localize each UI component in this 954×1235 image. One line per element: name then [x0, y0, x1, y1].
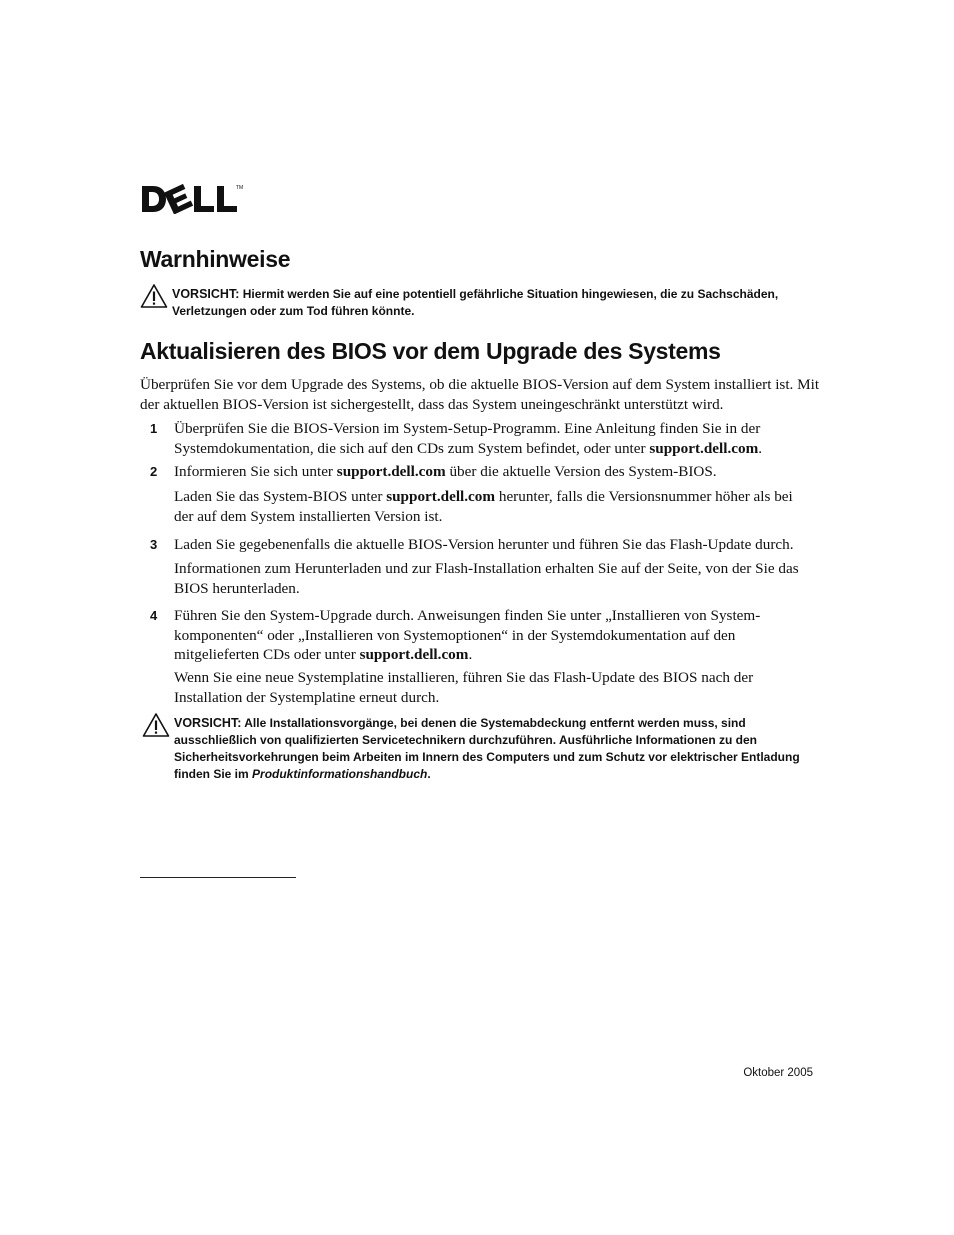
support-link[interactable]: support.dell.com: [649, 439, 759, 457]
support-link[interactable]: support.dell.com: [359, 646, 469, 663]
step-subtext: Laden Sie das System-BIOS unter support.dell.com herunter, falls die Versionsnummer höher als bei der auf dem System installierten Version ist.: [174, 488, 793, 525]
dell-logo: [140, 182, 246, 214]
support-link[interactable]: support.dell.com: [386, 488, 496, 505]
warning-triangle-icon: [140, 283, 168, 309]
intro-paragraph: Überprüfen Sie vor dem Upgrade des Systems, ob die aktuelle BIOS-Version auf dem System installiert ist. Mit der aktuellen BIOS-Version ist sichergestellt, dass das System uneingeschränkt unterstützt wird.: [140, 376, 820, 413]
caution-note: [140, 283, 820, 320]
footnote-rule: [140, 877, 296, 878]
caution-note: VORSICHT: Alle Installationsvorgänge, bei denen die Systemabdeckung entfernt werden muss, sind ausschließlich von qualifizierten Servicetechnikern durchzuführen. Ausführliche Informationen zu den Sicherheitsvorkehrungen beim Arbeiten im Innern des Computers und zum Schutz vor elektrischer Entladung finden Sie im Produktinformationshandbuch.: [142, 712, 812, 783]
step-subtext: Wenn Sie eine neue Systemplatine installieren, führen Sie das Flash-Update des BIOS nach der Installation der Systemplatine erneut durch.: [174, 669, 754, 706]
caution-text: Hiermit werden Sie auf eine potentiell gefährliche Situation hingewiesen, die zu Sachschäden, Verletzungen oder zum Tod führen könnte.: [172, 287, 779, 318]
step-text: Führen Sie den System-Upgrade durch. Anweisungen finden Sie unter „Installieren von Systemkomponenten“ oder „Installieren von Systemoptionen“ in der Systemdokumentation auf den mitgelieferten CDs oder unter support.dell.com.: [174, 607, 761, 663]
caution-label: VORSICHT:: [172, 287, 240, 301]
publication-date: Oktober 2005: [743, 1067, 813, 1079]
step-number: 4: [150, 608, 158, 623]
caution-text: Alle Installationsvorgänge, bei denen die Systemabdeckung entfernt werden muss, sind ausschließlich von qualifizierten Servicetechnikern durchzuführen. Ausführliche Informationen zu den Sicherheitsvorkehrungen beim Arbeiten im Innern des Computers und zum Schutz vor elektrischer Entladung finden Sie im: [174, 716, 800, 781]
step-text: Überprüfen Sie die BIOS-Version im System-Setup-Programm. Eine Anleitung finden Sie in der Systemdokumentation, die sich auf den CDs zum System befindet, oder unter support.dell.com.: [174, 420, 763, 457]
svg-text:TM: TM: [236, 185, 244, 191]
section-heading-bios: Aktualisieren des BIOS vor dem Upgrade des Systems: [140, 338, 721, 364]
step-number: 3: [150, 537, 158, 552]
step-number: 2: [150, 464, 158, 479]
step-text: Laden Sie gegebenenfalls die aktuelle BIOS-Version herunter und führen Sie das Flash-Update durch.: [174, 536, 794, 553]
caution-label: VORSICHT:: [174, 716, 242, 730]
section-heading-warnings: Warnhinweise: [140, 246, 291, 272]
warning-triangle-icon: [142, 712, 170, 738]
step-subtext: Informationen zum Herunterladen und zur Flash-Installation erhalten Sie auf der Seite, von der Sie das BIOS herunterladen.: [174, 560, 799, 597]
step-text: Informieren Sie sich unter support.dell.com über die aktuelle Version des System-BIOS.: [174, 463, 717, 480]
manual-title: Produktinformationshandbuch: [252, 767, 428, 781]
step-number: 1: [150, 421, 158, 436]
support-link[interactable]: support.dell.com: [336, 463, 446, 480]
